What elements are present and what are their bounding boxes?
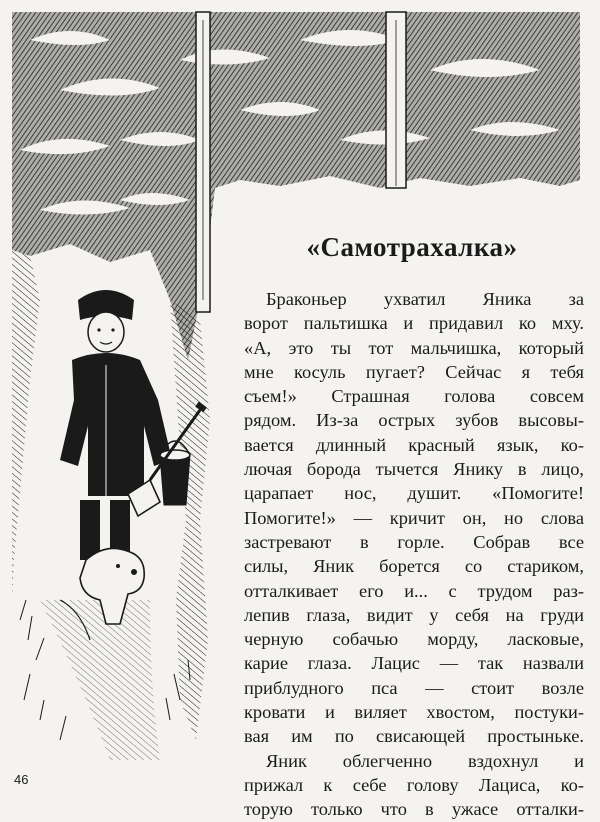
text-line: отталкивает его и... с трудом раз- [244,580,584,601]
text-line: съем!» Страшная голова совсем [244,386,584,407]
chapter-title: «Самотрахалка» [306,232,518,262]
text-line: Яник облегченно вздохнул и [266,750,584,771]
text-line: вается длинный красный язык, ко- [244,434,584,455]
left-forest-edge [12,250,40,600]
text-line: мне косуль пугает? Сейчас я тебя [244,361,584,382]
text-line: торую только что в ужасе отталки- [244,799,584,820]
text-line: карие глаза. Лацис — так назвали [244,653,584,674]
text-line: прижал к себе голову Лациса, ко- [244,774,584,795]
text-line: царапает нос, душит. «Помогите! [244,483,584,504]
text-line: рядом. Из-за острых зубов высовы- [244,410,584,431]
text-line: лючая борода тычется Янику в лицо, [244,459,584,480]
body-text [244,287,584,822]
right-bushes [170,300,210,740]
text-line: силы, Яник борется со стариком, [244,556,584,577]
snowy-path [40,600,160,760]
text-line: ворот пальтишка и придавил ко мху. [244,313,584,334]
text-line: вая им по свисающей простыньке. [244,726,584,747]
text-line: Браконьер ухватил Яника за [266,289,584,309]
text-line: черную собачью морду, ласковые, [244,629,584,650]
text-line: застревают в горле. Собрав все [244,531,584,552]
page-number: 46 [14,772,29,787]
text-line: приблудного пса — стоит возле [244,677,584,698]
text-line: Помогите!» — кричит он, но слова [244,507,584,528]
text-line: лепив глаза, видит у себя на груди [244,604,584,625]
text-line: кровати и виляет хвостом, постуки- [244,702,584,723]
text-line: «А, это ты тот мальчишка, который [244,337,584,358]
